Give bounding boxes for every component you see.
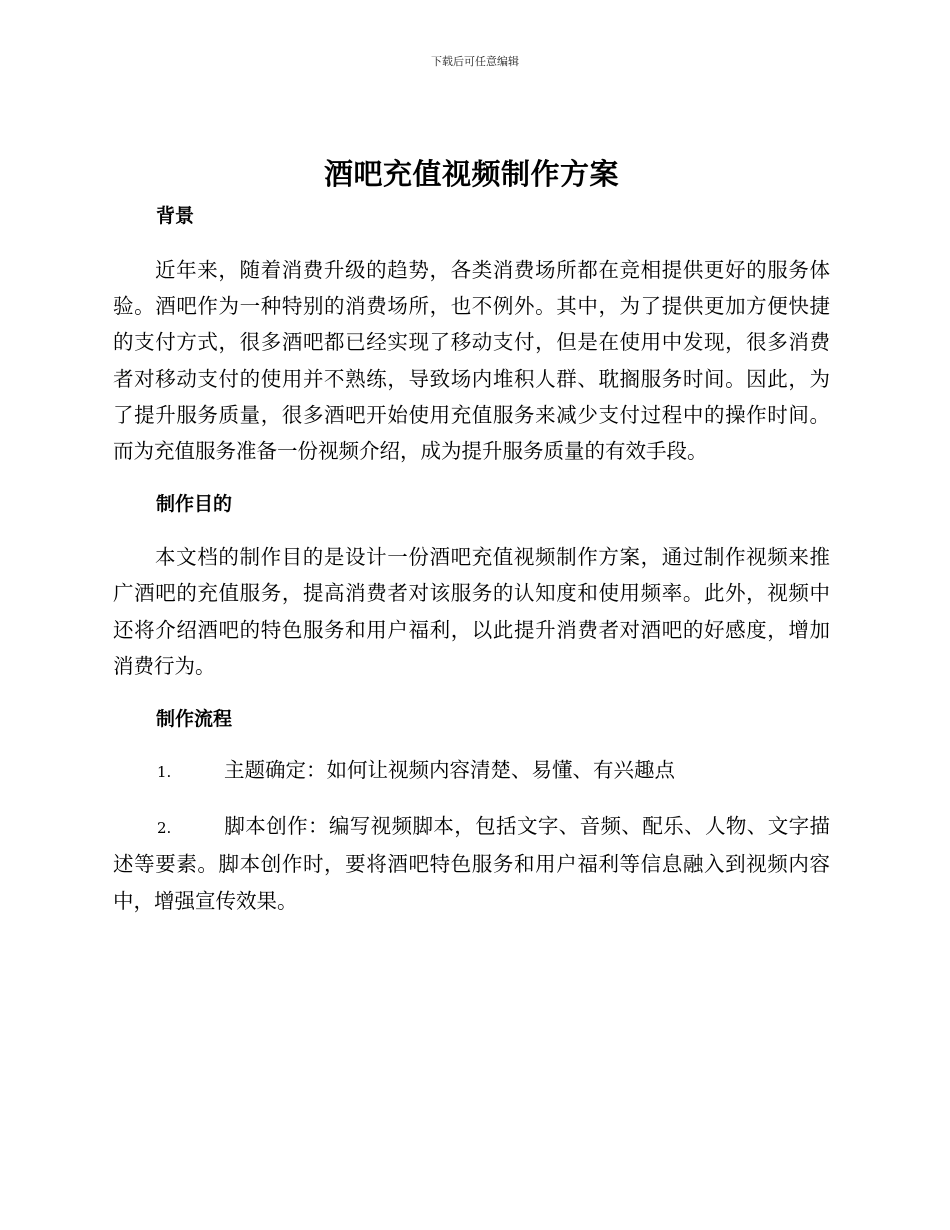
list-item-text: 脚本创作：编写视频脚本，包括文字、音频、配乐、人物、文字描述等要素。脚本创作时，要将酒吧特色服务和用户福利等信息融入到视频内容中，增强宣传效果。: [113, 814, 830, 913]
list-item-number: 1.: [157, 763, 172, 782]
section-heading-purpose: 制作目的: [156, 493, 233, 516]
document-title: 酒吧充值视频制作方案: [323, 157, 619, 191]
background-paragraph: 近年来，随着消费升级的趋势，各类消费场所都在竞相提供更好的服务体验。酒吧作为一种特别的消费场所，也不例外。其中，为了提供更加方便快捷的支付方式，很多酒吧都已经实现了移动支付，但是在使用中发现，很多消费者对移动支付的使用并不熟练，导致场内堆积人群、耽搁服务时间。因此，为了提升服务质量，很多酒吧开始使用充值服务来减少支付过程中的操作时间。而为充值服务准备一份视频介绍，成为提升服务质量的有效手段。: [113, 258, 830, 464]
section-heading-background: 背景: [156, 205, 195, 227]
running-header: 下载后可任意编辑: [431, 55, 519, 68]
list-item: [113, 808, 830, 919]
list-item: [113, 752, 830, 790]
document-body: [113, 150, 830, 919]
list-item-text: 主题确定：如何让视频内容清楚、易懂、有兴趣点: [224, 758, 675, 783]
purpose-paragraph: 本文档的制作目的是设计一份酒吧充值视频制作方案，通过制作视频来推广酒吧的充值服务，提高消费者对该服务的认知度和使用频率。此外，视频中还将介绍酒吧的特色服务和用户福利，以此提升消费者对酒吧的好感度，增加消费行为。: [113, 545, 830, 678]
list-item-number: 2.: [157, 819, 172, 838]
section-heading-process: 制作流程: [156, 708, 233, 731]
